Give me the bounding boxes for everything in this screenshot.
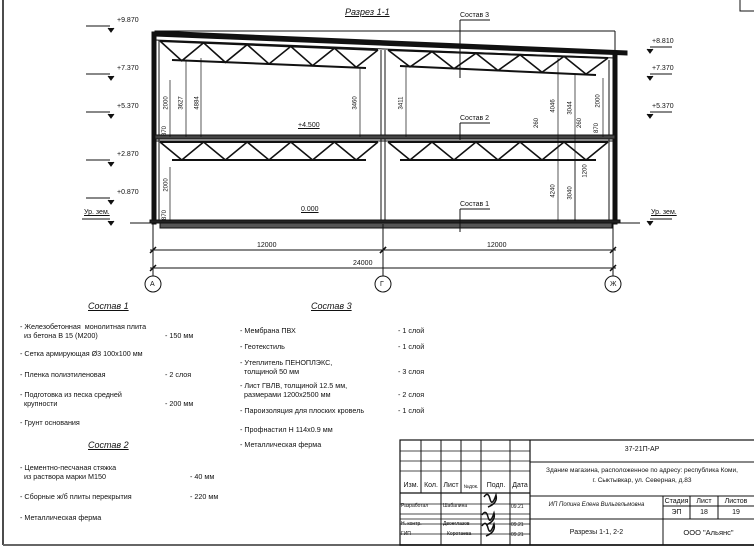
- layer-item: - Лист ГВЛВ, толщиной 12.5 мм, размерами 1200х2500 мм: [240, 381, 348, 399]
- role: Н. контр.: [401, 521, 422, 527]
- level-mark: +7.370: [652, 65, 674, 72]
- level-mark: +0.870: [117, 189, 139, 196]
- leader-sostav-3: Состав 3: [460, 12, 490, 19]
- person-name: Коротаева: [447, 531, 472, 537]
- date: 09.21: [511, 532, 524, 538]
- layer-value: - 40 мм: [190, 472, 215, 481]
- level-mark: +2.870: [117, 151, 139, 158]
- layer-item: - Сетка армирующая Ø3 100х100 мм: [20, 349, 143, 358]
- level-mark: +7.370: [117, 65, 139, 72]
- layer-item: - Геотекстиль: [240, 342, 285, 351]
- level-mark: +8.810: [652, 38, 674, 45]
- layer-value: - 3 слоя: [398, 367, 425, 376]
- leader-sostav-2: Состав 2: [460, 115, 490, 122]
- layer-item: - Пароизоляция для плоских кровель: [240, 406, 365, 415]
- header-cell: №док.: [463, 484, 479, 490]
- dim-label: 2000: [163, 96, 170, 110]
- dim-label: 4046: [550, 99, 557, 113]
- dim-label: 2000: [595, 94, 602, 108]
- layer-item: - Сборные ж/б плиты перекрытия: [20, 492, 132, 501]
- dim-label: 4240: [550, 184, 557, 198]
- layer-item: - Подготовка из песка средней крупности: [20, 390, 122, 408]
- stage-label: Стадия: [664, 498, 689, 505]
- floor-level-mark: 0.000: [301, 206, 319, 213]
- sheet-label: Лист: [696, 498, 712, 505]
- layer-value: - 2 слоя: [165, 370, 192, 379]
- date: 09.21: [511, 504, 524, 510]
- stage-value: ЭП: [671, 509, 682, 516]
- layer-item: - Металлическая ферма: [20, 513, 102, 522]
- project-code: 37-21П-АР: [624, 446, 660, 453]
- role: Разработал: [401, 503, 429, 509]
- layer-value: - 200 мм: [165, 399, 194, 408]
- role: ГИП: [401, 531, 411, 537]
- header-cell: Дата: [512, 482, 528, 489]
- dim-label: 1200: [582, 164, 589, 178]
- axis-label: Г: [380, 281, 384, 288]
- dim-label: 3411: [398, 96, 405, 110]
- dim-label: 3627: [178, 96, 185, 110]
- layer-value: - 2 слоя: [398, 390, 425, 399]
- floor-level-mark: +4.500: [298, 122, 320, 129]
- section-title: Разрез 1-1: [345, 7, 390, 17]
- dim-label: 3460: [352, 96, 359, 110]
- layer-item: - Утеплитель ПЕНОПЛЭКС, толщиной 50 мм: [240, 358, 333, 376]
- header-cell: Подп.: [486, 482, 506, 489]
- person-name: Двоеглазов: [443, 521, 470, 527]
- sheets-label: Листов: [724, 498, 748, 505]
- project-address: Здание магазина, расположенное по адресу: республика Коми, г. Сыктывкар, ул. Северная, д.83: [546, 467, 738, 484]
- dim-label: 24000: [353, 260, 373, 267]
- level-mark: Ур. зем.: [84, 209, 110, 216]
- person-name: Шабалина: [443, 503, 468, 509]
- layer-item: - Железобетонная монолитная плита из бетона В 15 (М200): [20, 322, 147, 340]
- company: ООО "Альянс": [683, 528, 734, 537]
- heading: Состав 3: [311, 301, 352, 311]
- header-cell: Кол.: [424, 482, 438, 489]
- layer-item: - Цементно-песчаная стяжка из раствора марки М150: [20, 463, 117, 481]
- dim-label: 12000: [487, 242, 507, 249]
- level-mark: +5.370: [117, 103, 139, 110]
- sheets-value: 19: [732, 509, 740, 516]
- level-mark: +9.870: [117, 17, 139, 24]
- layer-item: - Пленка полиэтиленовая: [20, 370, 106, 379]
- sheet-value: 18: [700, 509, 708, 516]
- drawing-name: Разрезы 1-1, 2-2: [569, 529, 624, 536]
- dim-label: 870: [162, 125, 169, 137]
- header-cell: Изм.: [403, 482, 419, 489]
- layer-value: - 150 мм: [165, 331, 194, 340]
- dim-label: 4884: [194, 96, 201, 110]
- dim-label: 870: [594, 122, 601, 134]
- layer-item: - Мембрана ПВХ: [240, 326, 296, 335]
- layer-value: - 1 слой: [398, 406, 425, 415]
- signature: [484, 494, 496, 507]
- heading: Состав 2: [88, 440, 129, 450]
- layer-value: - 1 слой: [398, 326, 425, 335]
- leader-sostav-1: Состав 1: [460, 201, 490, 208]
- axis-label: А: [150, 281, 155, 288]
- dim-label: 260: [577, 117, 584, 129]
- layer-item: - Металлическая ферма: [240, 440, 322, 449]
- dim-label: 260: [534, 117, 541, 129]
- layer-value: - 1 слой: [398, 342, 425, 351]
- level-mark: Ур. зем.: [651, 209, 677, 216]
- level-mark: +5.370: [652, 103, 674, 110]
- header-cell: Лист: [443, 482, 459, 489]
- axis-label: Ж: [610, 281, 617, 288]
- designer: ИП Попина Елена Вильгельмовна: [548, 502, 645, 508]
- dim-label: 3044: [567, 101, 574, 115]
- dim-label: 870: [162, 209, 169, 221]
- heading: Состав 1: [88, 301, 129, 311]
- dim-label: 3040: [567, 186, 574, 200]
- dim-label: 12000: [257, 242, 277, 249]
- dim-label: 2000: [163, 178, 170, 192]
- date: 09.21: [511, 522, 524, 528]
- layer-item: - Профнастил Н 114х0.9 мм: [240, 425, 333, 434]
- layer-value: - 220 мм: [190, 492, 219, 501]
- layer-item: - Грунт основания: [20, 418, 80, 427]
